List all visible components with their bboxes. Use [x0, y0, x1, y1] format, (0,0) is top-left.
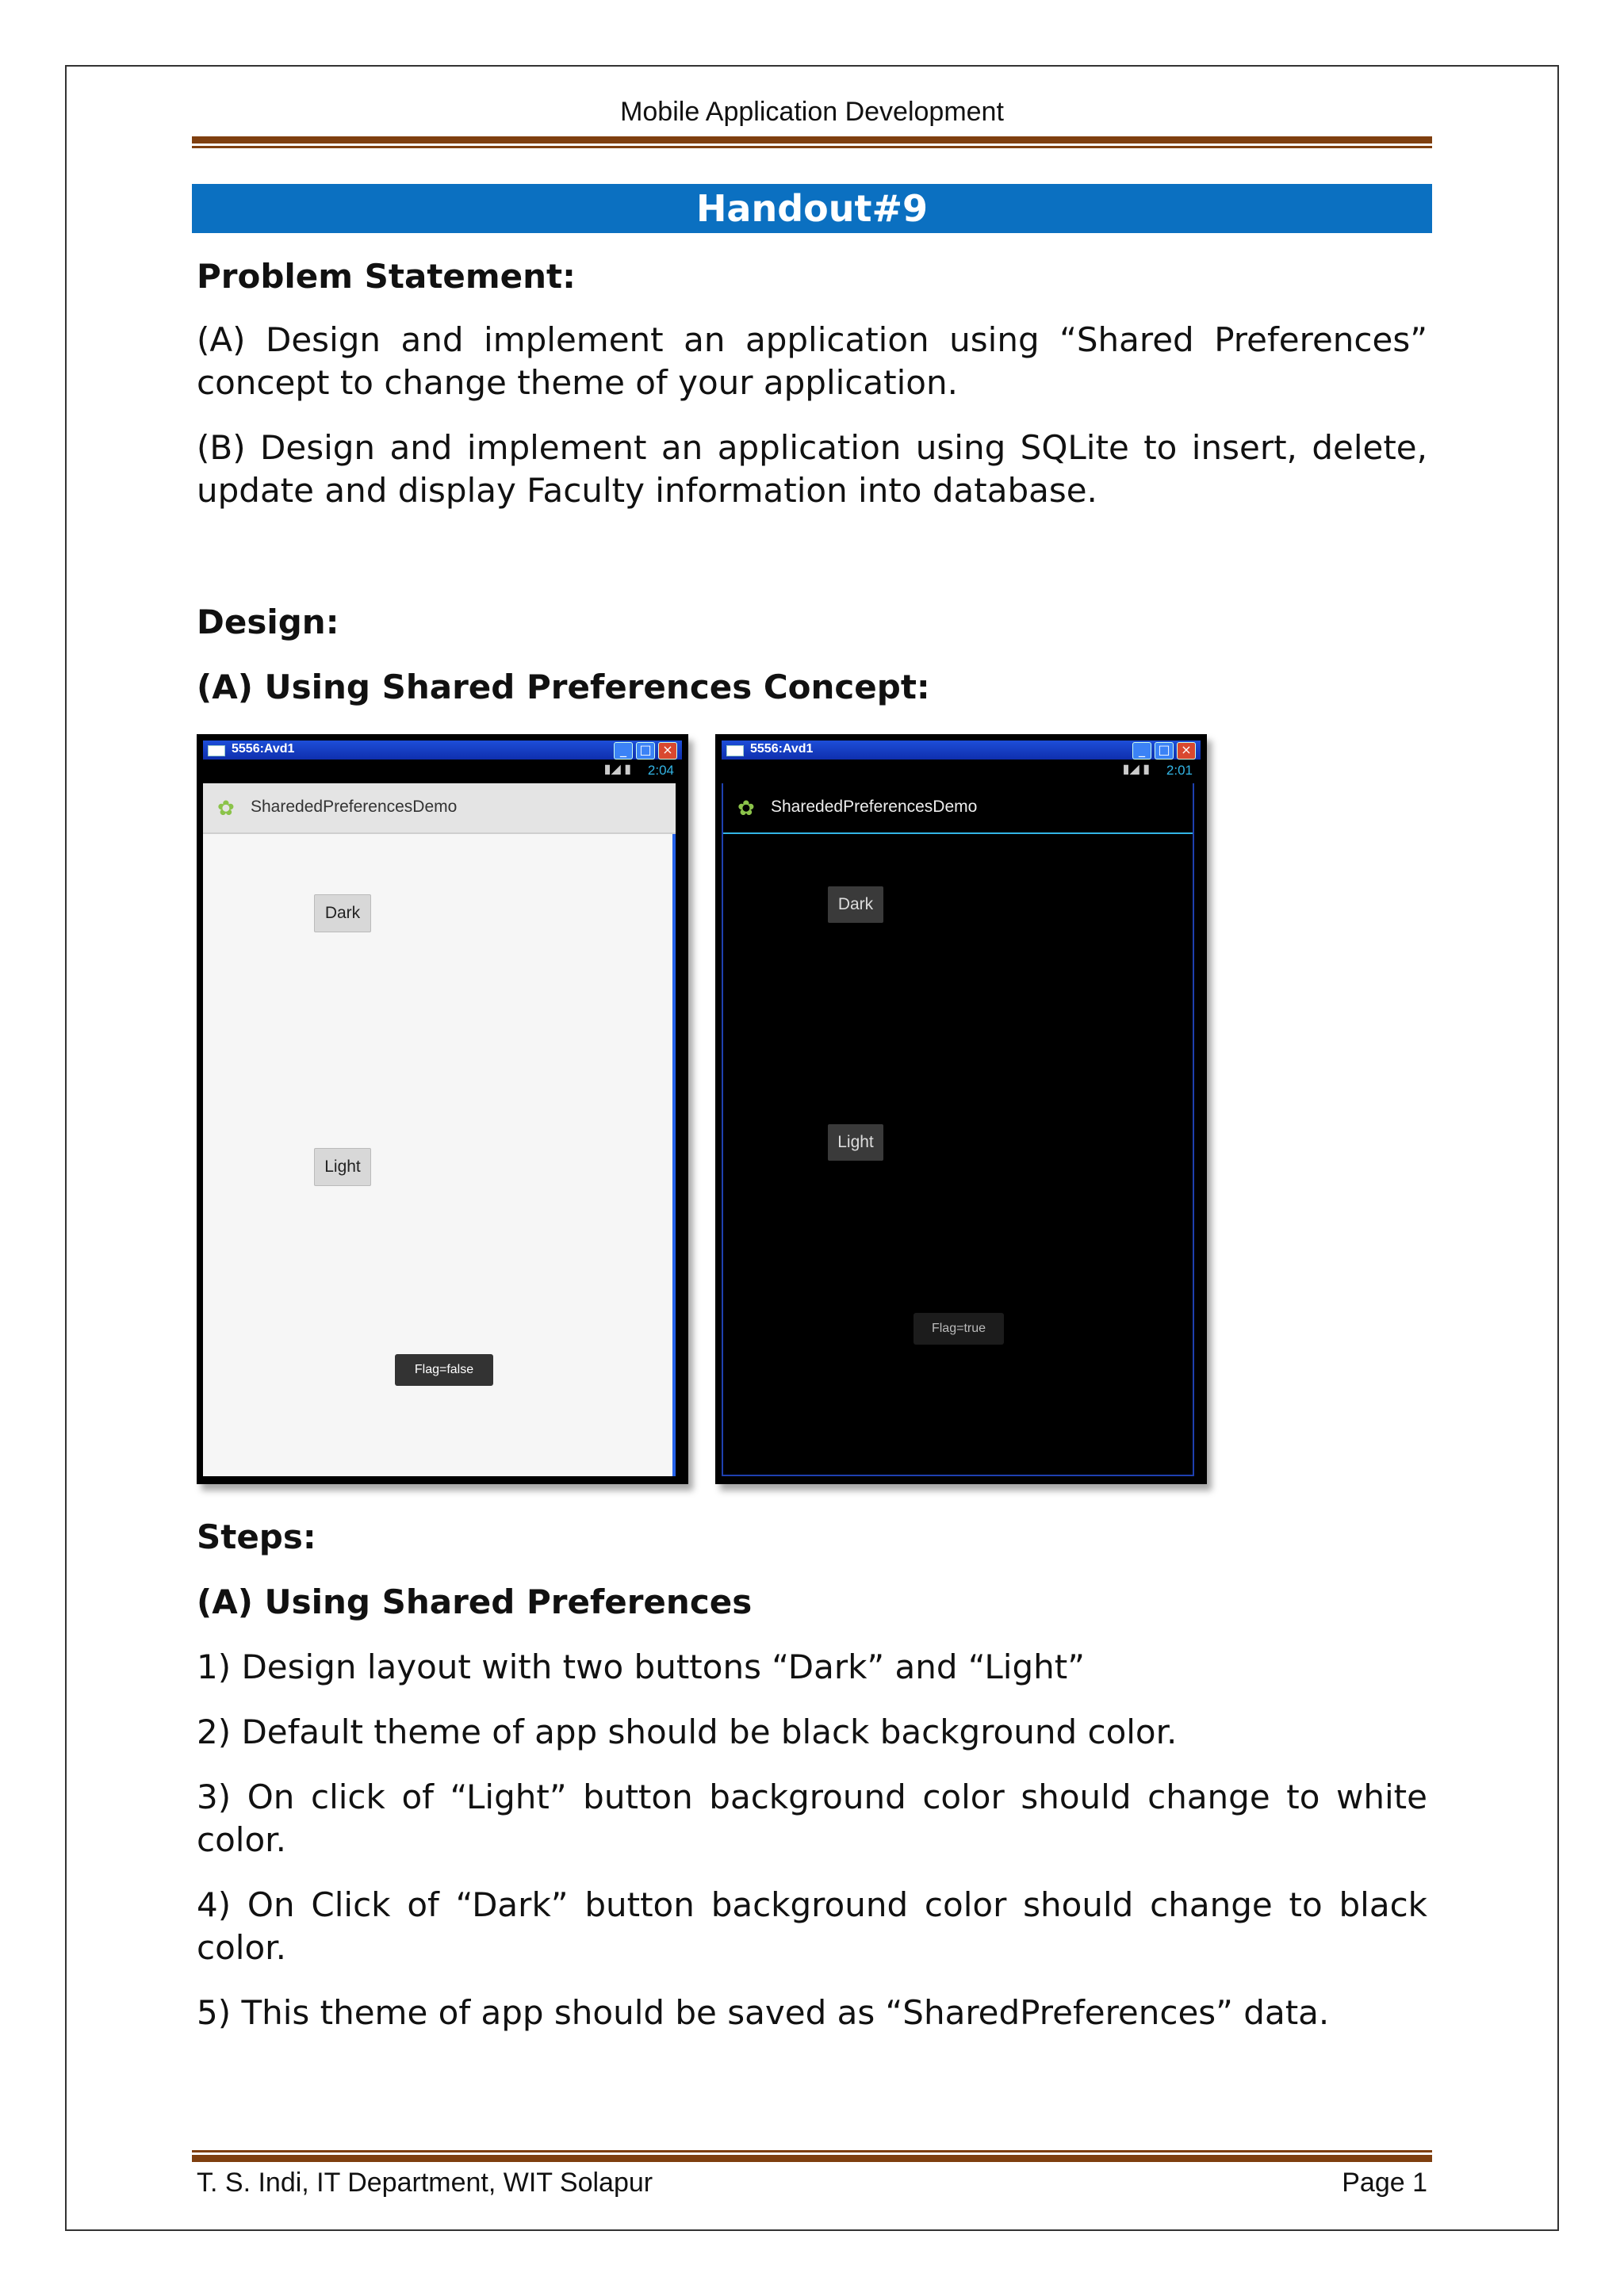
- window-icon: [726, 745, 744, 756]
- light-button[interactable]: Light: [828, 1124, 883, 1161]
- page-number: Page 1: [1342, 2168, 1427, 2198]
- footer-author: T. S. Indi, IT Department, WIT Solapur: [197, 2168, 653, 2198]
- steps-subheading: (A) Using Shared Preferences: [197, 1582, 753, 1621]
- signal-battery-icon: ▮◢ ▮: [1122, 763, 1150, 776]
- window-icon: [208, 745, 225, 756]
- window-title: 5556:Avd1: [232, 742, 295, 756]
- design-subheading: (A) Using Shared Preferences Concept:: [197, 668, 930, 706]
- action-bar: [203, 783, 676, 834]
- step-item: 3) On click of “Light” button background color should change to white color.: [197, 1777, 1427, 1859]
- signal-battery-icon: ▮◢ ▮: [603, 763, 631, 776]
- status-bar: [722, 760, 1201, 783]
- android-icon: ✿: [737, 797, 755, 821]
- minimize-icon[interactable]: _: [1132, 742, 1151, 760]
- step-item: 5) This theme of app should be saved as “SharedPreferences” data.: [197, 1993, 1330, 2032]
- handout-banner: Handout#9: [192, 184, 1432, 233]
- maximize-icon[interactable]: □: [1155, 742, 1174, 760]
- screenshot-dark-theme: [715, 734, 1207, 1484]
- close-icon[interactable]: ×: [658, 742, 677, 760]
- design-heading: Design:: [197, 603, 339, 641]
- problem-a: (A) Design and implement an application using “Shared Preferences” concept to change theme of your application.: [197, 320, 1427, 402]
- problem-heading: Problem Statement:: [197, 257, 576, 296]
- status-time: 2:04: [647, 763, 674, 778]
- light-button[interactable]: Light: [314, 1148, 371, 1186]
- step-item: 4) On Click of “Dark” button background color should change to black color.: [197, 1885, 1427, 1967]
- problem-section: [197, 254, 1427, 512]
- app-title: SharededPreferencesDemo: [771, 798, 978, 816]
- status-time: 2:01: [1166, 763, 1193, 778]
- step-item: 2) Default theme of app should be black background color.: [197, 1712, 1178, 1751]
- android-icon: ✿: [217, 797, 235, 821]
- app-screen: [203, 783, 676, 1476]
- running-header: Mobile Application Development: [620, 97, 1004, 127]
- minimize-icon[interactable]: _: [614, 742, 633, 760]
- step-item: 1) Design layout with two buttons “Dark” and “Light”: [197, 1647, 1085, 1686]
- app-screen: [722, 783, 1194, 1476]
- footer-rule: [192, 2150, 1432, 2162]
- emulator-titlebar: [722, 740, 1201, 760]
- maximize-icon[interactable]: □: [636, 742, 655, 760]
- steps-heading: Steps:: [197, 1517, 316, 1556]
- scroll-edge: [672, 834, 676, 1476]
- dark-button[interactable]: Dark: [828, 886, 883, 923]
- screenshot-light-theme: [197, 734, 688, 1484]
- design-section: [197, 599, 1427, 710]
- toast-message: Flag=true: [914, 1313, 1004, 1345]
- app-title: SharededPreferencesDemo: [251, 798, 458, 816]
- dark-button[interactable]: Dark: [314, 894, 371, 932]
- status-bar: [203, 760, 682, 783]
- toast-message: Flag=false: [395, 1354, 493, 1386]
- steps-section: [197, 1514, 1427, 2034]
- close-icon[interactable]: ×: [1177, 742, 1196, 760]
- problem-b: (B) Design and implement an application using SQLite to insert, delete, update and display Faculty information into database.: [197, 428, 1427, 510]
- header-rule: [192, 136, 1432, 148]
- action-bar: [723, 783, 1193, 834]
- window-title: 5556:Avd1: [750, 742, 814, 756]
- emulator-titlebar: [203, 740, 682, 760]
